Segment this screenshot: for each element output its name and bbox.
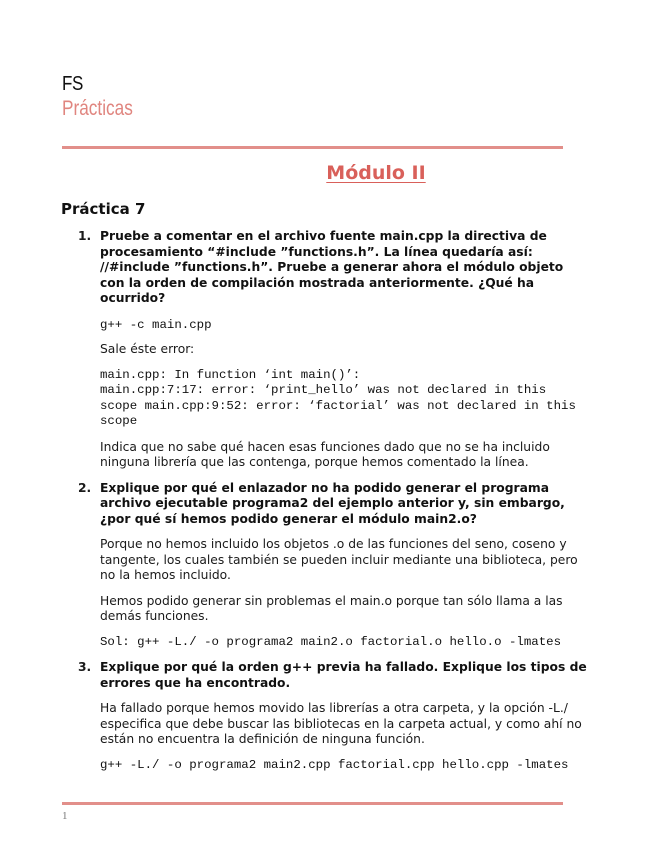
code-block: g++ -c main.cpp [100, 317, 212, 332]
question-text: Explique por qué el enlazador no ha podido generar el programa archivo ejecutable programa2 del ejemplo anterior y, sin embargo, ¿por qué sí hemos podido generar el módulo main2.o? [100, 480, 565, 526]
list-item [78, 660, 590, 773]
code-block: g++ -L./ -o programa2 main2.cpp factorial.cpp hello.cpp -lmates [100, 757, 569, 772]
question-text: Pruebe a comentar en el archivo fuente main.cpp la directiva de procesamiento “#include ”functions.h”. La línea quedaría así: //#include ”functions.h”. Pruebe a generar ahora el módulo objeto con la orden de compilación mostrada anteriormente. ¿Qué ha ocurrido? [100, 229, 564, 305]
item-number: 2. [78, 480, 92, 495]
header-subtitle: Prácticas [62, 97, 133, 120]
course-title: FS [62, 73, 83, 95]
code-block: Sol: g++ -L./ -o programa2 main2.o factorial.o hello.o -lmates [100, 634, 562, 649]
answer-text: Hemos podido generar sin problemas el main.o porque tan sólo llama a las demás funciones. [100, 593, 563, 623]
code-block: main.cpp: In function ‘int main()’: main.cpp:7:17: error: ‘print_hello’ was not declared in this scope main.cpp:9:52: error: ‘factorial’ was not declared in this scope [100, 367, 576, 428]
answer-text: Ha fallado porque hemos movido las librerías a otra carpeta, y la opción -L./ especifica que debe buscar las bibliotecas en la carpeta actual, y como ahí no están no encuentra la definición de ninguna función. [100, 701, 582, 746]
module-title: Módulo II [326, 162, 426, 184]
footer-divider [62, 802, 563, 805]
page-header [62, 72, 148, 122]
page-number: 1 [62, 810, 68, 822]
list-item [78, 481, 590, 651]
item-number: 3. [78, 660, 92, 674]
header-divider [62, 146, 563, 149]
list-item [78, 229, 590, 471]
item-number: 1. [78, 229, 92, 243]
answer-text: Indica que no sabe qué hacen esas funciones dado que no se ha incluido ninguna librería que las contenga, porque hemos comentado la línea. [100, 439, 550, 469]
answer-text: Porque no hemos incluido los objetos .o de las funciones del seno, coseno y tangente, los cuales también se pueden incluir mediante una biblioteca, pero no la hemos incluido. [100, 537, 578, 582]
answer-text: Sale éste error: [100, 342, 195, 356]
question-text: Explique por qué la orden g++ previa ha fallado. Explique los tipos de errores que ha encontrado. [100, 660, 587, 690]
question-list [78, 229, 590, 773]
practice-title: Práctica 7 [61, 200, 146, 218]
